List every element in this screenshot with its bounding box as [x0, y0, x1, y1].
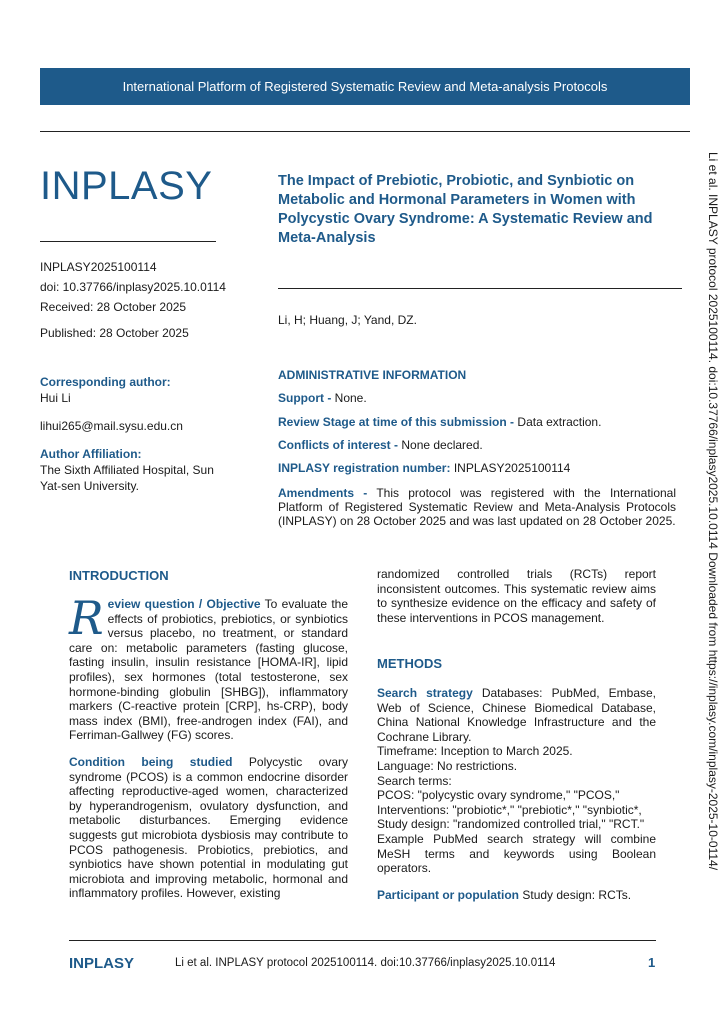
admin-heading [278, 368, 676, 382]
condition-text: Polycystic ovary syndrome (PCOS) is a common endocrine disorder affecting reproductive-aged women, characterized by hyperandrogenism, ovulatory dysfunction, and metabolic disturbances. Emerging evidence suggests gut microbiota dysbiosis may contribute to PCOS pathogenesis. Probiotics, prebiotics, and synbiotics have shown potential in modulating gut microbiota and improving metabolic, hormonal and inflammatory profiles. However, existing [69, 754, 348, 901]
introduction-heading: INTRODUCTION [69, 568, 169, 583]
language-line: Language: No restrictions. [377, 758, 518, 773]
support-line [278, 391, 676, 405]
timeframe-line: Timeframe: Inception to March 2025. [377, 744, 573, 759]
doi-link[interactable]: doi: 10.37766/inplasy2025.10.0114 [40, 280, 226, 294]
methods-column [377, 686, 656, 902]
pcos-terms-line: PCOS: "polycystic ovary syndrome," "PCOS," [377, 788, 620, 803]
corresponding-author [40, 374, 230, 434]
search-terms-heading: Search terms: [377, 773, 452, 788]
search-strategy-text: Databases: PubMed, Embase, Web of Science, Chinese Biomedical Database, China National Knowledge Infrastructure and the Cochrane Library. [377, 686, 656, 744]
participant-label: Participant or population [377, 887, 520, 902]
participant-text: Study design: RCTs. [519, 887, 632, 902]
dropcap-letter: R [69, 591, 104, 645]
inplasy-logo: INPLASY [40, 164, 213, 208]
header-banner: International Platform of Registered Systematic Review and Meta-analysis Protocols [40, 68, 690, 105]
conflicts-label: Conflicts of interest - [278, 438, 399, 452]
registration-number-value: INPLASY2025100114 [450, 461, 571, 475]
amendments-line [278, 486, 676, 528]
introduction-right-column [377, 567, 656, 637]
page-number: 1 [648, 955, 656, 970]
intervention-terms-line: Interventions: "probiotic*," "prebiotic*," "synbiotic*, [377, 802, 642, 817]
search-strategy-paragraph [377, 686, 656, 744]
author-affiliation [40, 446, 235, 494]
side-citation-text: Li et al. INPLASY protocol 2025100114. doi:10.37766/inplasy2025.10.0114 Downloaded from https://inplasy.com/inplasy-2025-10-0114/ [706, 152, 720, 871]
amendments-label: Amendments - [278, 486, 368, 500]
footer-citation: Li et al. INPLASY protocol 2025100114. doi:10.37766/inplasy2025.10.0114 [175, 957, 556, 969]
conflicts-line [278, 438, 676, 452]
affiliation-text: The Sixth Affiliated Hospital, Sun Yat-sen University. [40, 463, 214, 493]
paper-title: The Impact of Prebiotic, Probiotic, and Synbiotic on Metabolic and Hormonal Parameters in Women with Polycystic Ovary Syndrome: A Systematic Review and Meta-Analysis [278, 173, 653, 246]
affiliation-label: Author Affiliation: [40, 447, 142, 461]
registration-id: INPLASY2025100114 [40, 260, 157, 274]
conflicts-value: None declared. [398, 438, 483, 452]
footer-logo: INPLASY [69, 955, 135, 972]
corresponding-name: Hui Li [40, 391, 71, 405]
review-question-paragraph [69, 591, 349, 743]
corresponding-label: Corresponding author: [40, 375, 171, 389]
footer-divider [69, 940, 656, 941]
introduction-left-column [69, 591, 349, 913]
condition-continued: randomized controlled trials (RCTs) report inconsistent outcomes. This systematic review aims to synthesize evidence on the efficacy and safety of these interventions in PCOS management. [377, 567, 656, 625]
registration-number-label: INPLASY registration number: [278, 461, 451, 475]
search-strategy-label: Search strategy [377, 686, 473, 700]
condition-paragraph [69, 755, 348, 901]
title-divider [278, 288, 682, 289]
admin-heading-text: ADMINISTRATIVE INFORMATION [278, 368, 467, 382]
review-question-text: To evaluate the effects of probiotics, prebiotics, or synbiotics versus placebo, no treatment, or standard care on: metabolic parameters (fasting glucose, fasting insulin, insulin resistance [HOMA-IR], lipid profiles), sex hormones (total testosterone, sex hormone-binding globulin [SHBG]), inflammatory markers (C-reactive protein [CRP], hs-CRP), body mass index (BMI), free-androgen index (FAI), and Ferriman-Gallwey (FG) scores. [69, 597, 349, 743]
published-date: Published: 28 October 2025 [40, 326, 189, 340]
header-divider [40, 131, 690, 132]
logo-divider [40, 241, 216, 242]
amendments-value: This protocol was registered with the International Platform of Registered Systematic Review and Meta-Analysis Protocols (INPLASY) on 28 October 2025 and was last updated on 28 October 2025. [278, 486, 676, 528]
example-search-line: Example PubMed search strategy will combine MeSH terms and keywords using Boolean operators. [377, 831, 656, 876]
side-citation [702, 152, 720, 892]
review-question-label: eview question / Objective [107, 597, 261, 611]
review-stage-label: Review Stage at time of this submission - [278, 415, 515, 429]
support-label: Support - [278, 391, 332, 405]
author-list: Li, H; Huang, J; Yand, DZ. [278, 313, 417, 327]
condition-label: Condition being studied [69, 754, 233, 769]
participant-paragraph [377, 888, 656, 903]
review-stage-line [278, 415, 676, 429]
corresponding-email[interactable]: lihui265@mail.sysu.edu.cn [40, 419, 183, 433]
received-date: Received: 28 October 2025 [40, 300, 187, 314]
support-value: None. [331, 391, 367, 405]
review-stage-value: Data extraction. [514, 415, 602, 429]
registration-number-line [278, 461, 676, 475]
methods-heading: METHODS [377, 656, 442, 671]
study-design-terms-line: Study design: "randomized controlled trial," "RCT." [377, 817, 645, 832]
